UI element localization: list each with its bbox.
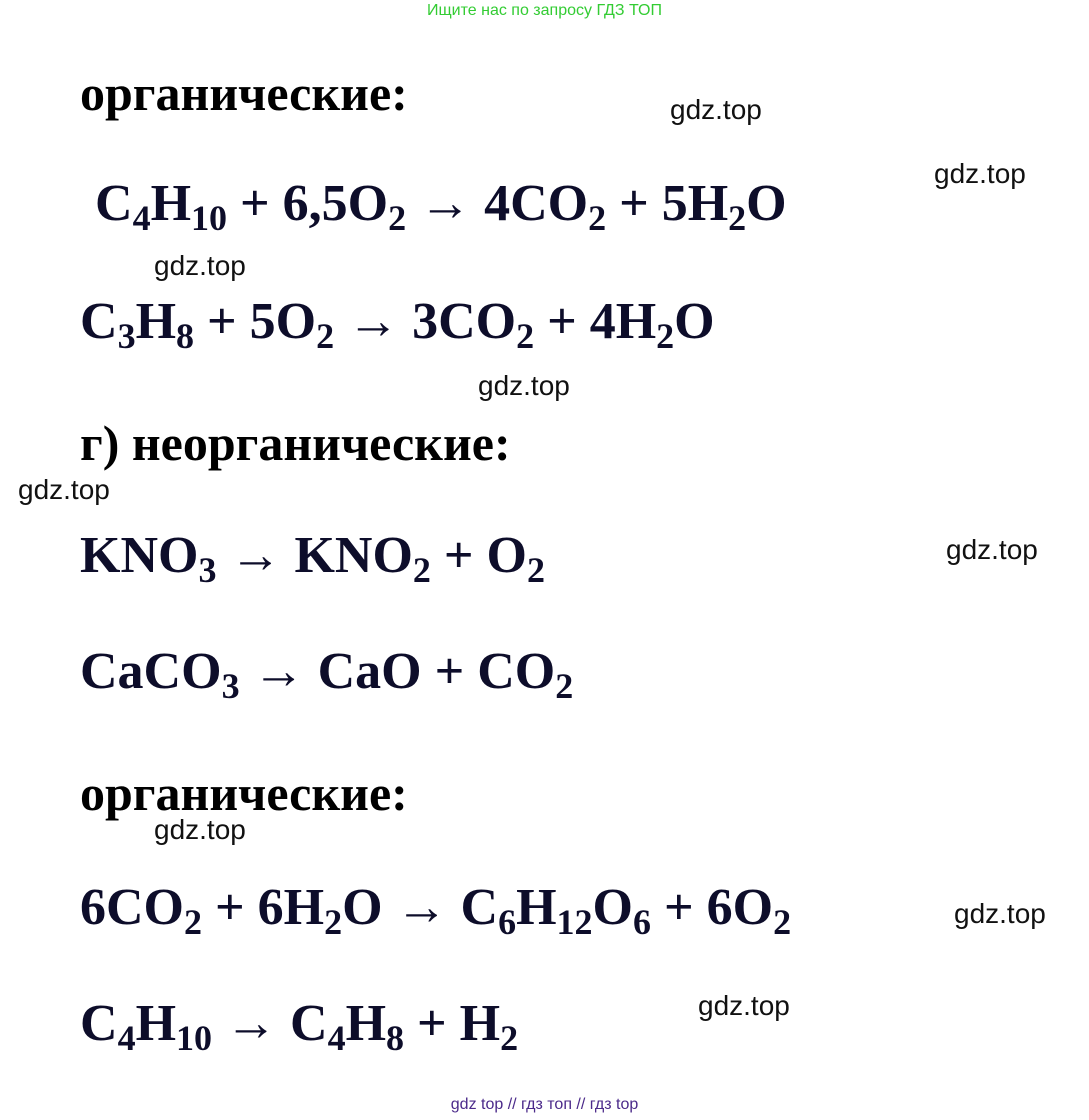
equation-butane-dehydrogenation: C4H10 → C4H8 + H2 xyxy=(80,995,519,1058)
watermark: gdz.top xyxy=(154,814,246,845)
watermark: gdz.top xyxy=(954,898,1046,929)
top-banner: Ищите нас по запросу ГДЗ ТОП xyxy=(427,2,662,19)
footer-links: gdz top // гдз топ // гдз top xyxy=(450,1096,639,1113)
equation-photosynthesis: 6CO2 + 6H2O → C6H12O6 + 6O2 xyxy=(80,879,792,942)
equation-propane-combustion: C3H8 + 5O2 → 3CO2 + 4H2O xyxy=(80,293,715,356)
heading-organic: органические: xyxy=(80,65,408,121)
watermark: gdz.top xyxy=(698,990,790,1021)
heading-organic-2: органические: xyxy=(80,765,408,821)
watermark: gdz.top xyxy=(946,534,1038,565)
watermark: gdz.top xyxy=(934,158,1026,189)
watermark: gdz.top xyxy=(670,94,762,125)
equation-caco3-decomposition: CaCO3 → CaO + CO2 xyxy=(80,643,574,706)
watermark: gdz.top xyxy=(18,474,110,505)
watermark: gdz.top xyxy=(154,250,246,281)
equation-butane-combustion: C4H10 + 6,5O2 → 4CO2 + 5H2O xyxy=(95,175,787,238)
equation-kno3-decomposition: KNO3 → KNO2 + O2 xyxy=(80,527,545,590)
watermark: gdz.top xyxy=(478,370,570,401)
heading-inorganic: г) неорганические: xyxy=(80,415,511,471)
